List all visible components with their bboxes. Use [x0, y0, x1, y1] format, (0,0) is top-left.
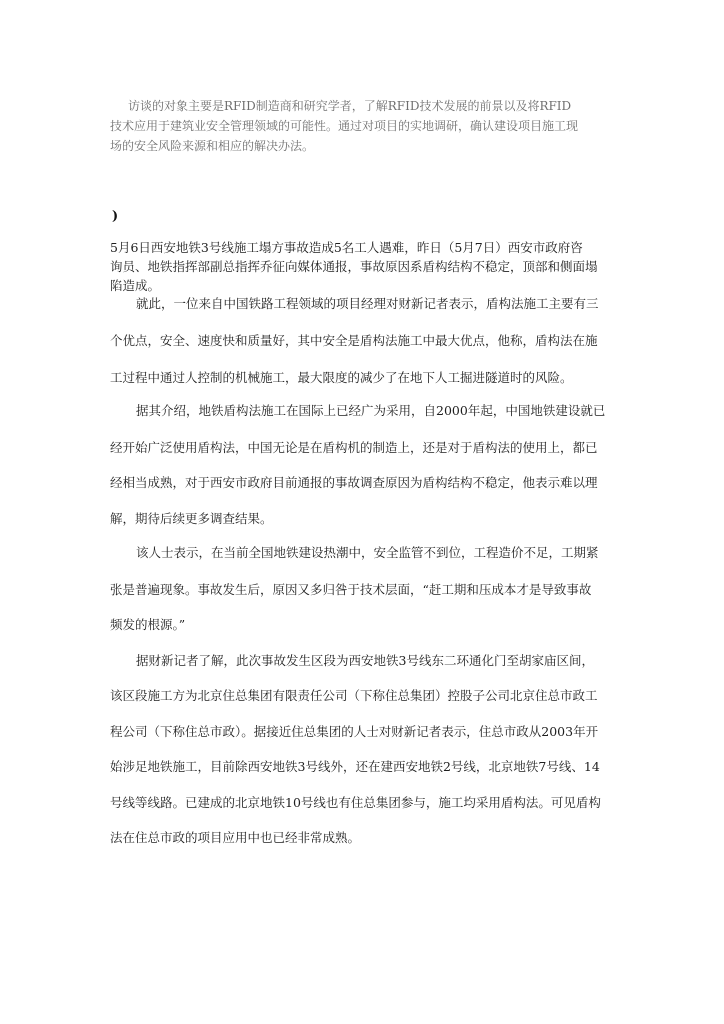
body-line: 号线等线路。已建成的北京地铁10号线也有住总集团参与，施工均采用盾构法。可见盾构 — [110, 795, 601, 810]
intro-line: 场的安全风险来源和相应的解决办法。 — [110, 139, 315, 153]
intro-line: 技术应用于建筑业安全管理领域的可能性。通过对项目的实地调研，确认建设项目施工现 — [110, 119, 579, 133]
body-line: 据财新记者了解，此次事故发生区段为西安地铁3号线东二环通化门至胡家庙区间， — [136, 653, 594, 668]
body-line: 经相当成熟，对于西安市政府目前通报的事故调查原因为盾构结构不稳定，他表示难以理 — [110, 475, 598, 490]
body-line: 该区段施工方为北京住总集团有限责任公司（下称住总集团）控股子公司北京住总市政工 — [110, 688, 598, 703]
body-line: 解，期待后续更多调查结果。 — [110, 511, 273, 526]
heading-mark: ) — [112, 209, 119, 224]
body-line: 法在住总市政的项目应用中也已经非常成熟。 — [110, 830, 361, 845]
intro-line: 访谈的对象主要是RFID制造商和研究学者，了解RFID技术发展的前景以及将RFID — [128, 99, 572, 113]
lead-line: 陷造成。 — [110, 278, 161, 293]
body-line: 工过程中通过人控制的机械施工，最大限度的减少了在地下人工掘进隧道时的风险。 — [110, 370, 573, 385]
body-line: 就此，一位来自中国铁路工程领域的项目经理对财新记者表示，盾构法施工主要有三 — [136, 296, 599, 311]
body-line: 始涉足地铁施工，目前除西安地铁3号线外，还在建西安地铁2号线，北京地铁7号线、14 — [110, 759, 600, 774]
body-line: 张是普遍现象。事故发生后，原因又多归咎于技术层面，“赶工期和压成本才是导致事故 — [110, 582, 592, 597]
body-line: 频发的根源。” — [110, 617, 186, 632]
body-line: 据其介绍，地铁盾构法施工在国际上已经广为采用，自2000年起，中国地铁建设就已 — [136, 403, 606, 418]
body-line: 程公司（下称住总市政）。据接近住总集团的人士对财新记者表示，住总市政从2003年开 — [110, 724, 599, 739]
body-line: 该人士表示，在当前全国地铁建设热潮中，安全监管不到位，工程造价不足，工期紧 — [136, 545, 599, 560]
body-line: 经开始广泛使用盾构法，中国无论是在盾构机的制造上，还是对于盾构法的使用上，都已 — [110, 440, 598, 455]
lead-line: 5月6日西安地铁3号线施工塌方事故造成5名工人遇难，昨日（5月7日）西安市政府咨 — [110, 240, 583, 255]
body-line: 个优点，安全、速度快和质量好，其中安全是盾构法施工中最大优点，他称，盾构法在施 — [110, 333, 598, 348]
lead-line: 询员、地铁指挥部副总指挥乔征向媒体通报，事故原因系盾构结构不稳定，顶部和侧面塌 — [110, 259, 598, 274]
